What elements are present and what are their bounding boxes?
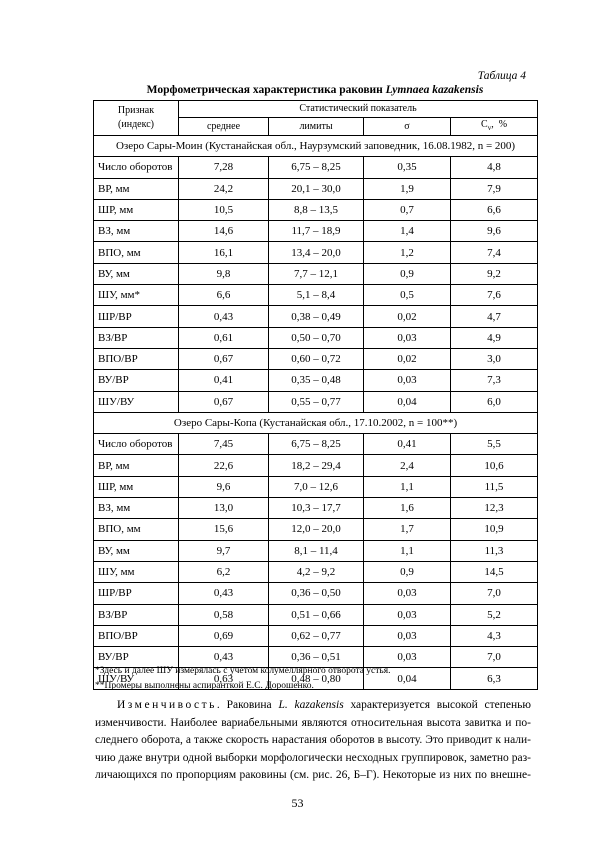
cv-cell: 11,5 [451,476,538,497]
limits-cell: 12,0 – 20,0 [269,519,364,540]
limits-cell: 8,8 – 13,5 [269,199,364,220]
mean-cell: 22,6 [179,455,269,476]
paragraph-line-1 [95,697,531,715]
feature-cell: ВУ/ВР [94,370,179,391]
table-row [94,391,538,412]
feature-cell: ШР, мм [94,476,179,497]
table-row [94,434,538,455]
limits-cell: 18,2 – 29,4 [269,455,364,476]
sigma-cell: 2,4 [364,455,451,476]
limits-cell: 0,55 – 0,77 [269,391,364,412]
table-row [94,327,538,348]
mean-cell: 14,6 [179,221,269,242]
limits-cell: 8,1 – 11,4 [269,540,364,561]
table-row [94,306,538,327]
mean-cell: 13,0 [179,498,269,519]
feature-cell: ВР, мм [94,455,179,476]
mean-cell: 7,28 [179,157,269,178]
cv-cell: 7,9 [451,178,538,199]
header-mean: среднее [179,118,269,136]
table-title-text: Морфометрическая характеристика раковин [146,84,386,96]
header-feature-line2: (индекс) [118,119,154,130]
table-row [94,498,538,519]
feature-cell: ВПО, мм [94,519,179,540]
mean-cell: 0,69 [179,625,269,646]
mean-cell: 9,8 [179,263,269,284]
mean-cell: 0,63 [179,668,269,689]
mean-cell: 0,58 [179,604,269,625]
mean-cell: 0,41 [179,370,269,391]
paragraph-species: L. kazakensis [278,699,344,711]
feature-cell: ВЗ/ВР [94,604,179,625]
table-row [94,519,538,540]
feature-cell: ВЗ, мм [94,498,179,519]
header-cv [451,118,538,136]
limits-cell: 0,35 – 0,48 [269,370,364,391]
cv-cell: 7,4 [451,242,538,263]
limits-cell: 7,7 – 12,1 [269,263,364,284]
limits-cell: 4,2 – 9,2 [269,561,364,582]
mean-cell: 0,43 [179,647,269,668]
table-row [94,348,538,369]
cv-cell: 10,9 [451,519,538,540]
cv-cell: 10,6 [451,455,538,476]
cv-cell: 7,0 [451,583,538,604]
mean-cell: 0,67 [179,348,269,369]
cv-cell: 9,6 [451,221,538,242]
table-row [94,370,538,391]
sigma-cell: 1,1 [364,540,451,561]
header-cv-symbol: C [481,119,488,130]
sigma-cell: 0,04 [364,391,451,412]
limits-cell: 7,0 – 12,6 [269,476,364,497]
mean-cell: 16,1 [179,242,269,263]
feature-cell: ШР/ВР [94,306,179,327]
table-row [94,199,538,220]
header-stat-group: Статистический показатель [179,101,538,118]
sigma-cell: 0,03 [364,625,451,646]
section-row [94,412,538,433]
sigma-cell: 0,35 [364,157,451,178]
paragraph-line-1-a: . Раковина [216,699,279,711]
mean-cell: 24,2 [179,178,269,199]
sigma-cell: 0,02 [364,306,451,327]
table-row [94,625,538,646]
mean-cell: 0,67 [179,391,269,412]
limits-cell: 0,51 – 0,66 [269,604,364,625]
feature-cell: ВПО/ВР [94,625,179,646]
feature-cell: ВУ/ВР [94,647,179,668]
mean-cell: 10,5 [179,199,269,220]
feature-cell: ВУ, мм [94,263,179,284]
mean-cell: 0,43 [179,306,269,327]
sigma-cell: 1,1 [364,476,451,497]
feature-cell: ВЗ/ВР [94,327,179,348]
cv-cell: 11,3 [451,540,538,561]
table-row [94,604,538,625]
table-title [95,84,535,96]
feature-cell: ШР, мм [94,199,179,220]
header-feature-line1: Признак [117,105,155,116]
section-title: Озеро Сары-Копа (Кустанайская обл., 17.10.2002, n = 100**) [94,412,538,433]
table-row [94,540,538,561]
cv-cell: 4,9 [451,327,538,348]
mean-cell: 0,61 [179,327,269,348]
sigma-cell: 0,03 [364,647,451,668]
feature-cell: ШУ, мм [94,561,179,582]
sigma-cell: 0,9 [364,561,451,582]
header-cv-unit: , % [491,119,508,130]
sigma-cell: 0,03 [364,370,451,391]
cv-cell: 7,3 [451,370,538,391]
mean-cell: 6,6 [179,285,269,306]
sigma-cell: 0,5 [364,285,451,306]
cv-cell: 12,3 [451,498,538,519]
table-row [94,561,538,582]
cv-cell: 6,3 [451,668,538,689]
feature-cell: ШУ/ВУ [94,391,179,412]
cv-cell: 3,0 [451,348,538,369]
table-row [94,242,538,263]
sigma-cell: 0,04 [364,668,451,689]
table-title-species: Lymnaea kazakensis [385,84,484,96]
feature-cell: ВПО, мм [94,242,179,263]
limits-cell: 0,50 – 0,70 [269,327,364,348]
feature-cell: ШУ/ВУ [94,668,179,689]
mean-cell: 7,45 [179,434,269,455]
table-row [94,285,538,306]
limits-cell: 10,3 – 17,7 [269,498,364,519]
body-paragraph [95,697,531,785]
feature-cell: ВПО/ВР [94,348,179,369]
page-number: 53 [291,796,304,810]
feature-cell: ШР/ВР [94,583,179,604]
table-row [94,221,538,242]
limits-cell: 20,1 – 30,0 [269,178,364,199]
limits-cell: 13,4 – 20,0 [269,242,364,263]
cv-cell: 4,8 [451,157,538,178]
limits-cell: 5,1 – 8,4 [269,285,364,306]
header-feature [94,101,179,136]
cv-cell: 4,7 [451,306,538,327]
table-row [94,647,538,668]
limits-cell: 6,75 – 8,25 [269,434,364,455]
mean-cell: 9,7 [179,540,269,561]
sigma-cell: 1,4 [364,221,451,242]
cv-cell: 6,6 [451,199,538,220]
paragraph-line-5: личающихся по пропорциям раковины (см. рис. 26, Б–Г). Некоторые из них по внешне- [95,769,531,781]
feature-cell: ВР, мм [94,178,179,199]
header-limits: лимиты [269,118,364,136]
sigma-cell: 0,9 [364,263,451,284]
morphometric-table [93,100,538,690]
cv-cell: 7,0 [451,647,538,668]
limits-cell: 6,75 – 8,25 [269,157,364,178]
section-row [94,136,538,157]
sigma-cell: 0,02 [364,348,451,369]
header-sigma: σ [364,118,451,136]
paragraph-line-4: чию даже внутри одной выборки морфологически несходных группировок, заметно раз- [95,751,531,764]
mean-cell: 0,43 [179,583,269,604]
sigma-cell: 0,03 [364,327,451,348]
limits-cell: 0,60 – 0,72 [269,348,364,369]
footnote-1: *Здесь и далее ШУ измерялась с учетом колумеллярного отворота устья. [95,666,391,676]
table-row [94,157,538,178]
limits-cell: 0,48 – 0,80 [269,668,364,689]
paragraph-line-3: следнего оборота, а также скорость нарастания оборотов в высоту. Это приводит к нали- [95,734,531,746]
paragraph-line-1-b: характеризуется высокой степенью [343,699,531,711]
mean-cell: 9,6 [179,476,269,497]
limits-cell: 0,36 – 0,51 [269,647,364,668]
sigma-cell: 1,9 [364,178,451,199]
sigma-cell: 0,7 [364,199,451,220]
footnote-2: **Промеры выполнены аспиранткой Е.С. Дорошенко. [95,681,314,691]
limits-cell: 0,62 – 0,77 [269,625,364,646]
table-row [94,455,538,476]
paragraph-line-2: изменчивости. Наиболее вариабельными являются относительная высота завитка и по- [95,716,531,729]
table-row [94,583,538,604]
sigma-cell: 0,03 [364,604,451,625]
cv-cell: 4,3 [451,625,538,646]
limits-cell: 11,7 – 18,9 [269,221,364,242]
cv-cell: 5,5 [451,434,538,455]
limits-cell: 0,36 – 0,50 [269,583,364,604]
feature-cell: Число оборотов [94,434,179,455]
table-number: Таблица 4 [477,70,526,82]
limits-cell: 0,38 – 0,49 [269,306,364,327]
sigma-cell: 1,6 [364,498,451,519]
feature-cell: Число оборотов [94,157,179,178]
header-cv-sub: v [487,124,492,132]
table-row [94,178,538,199]
cv-cell: 6,0 [451,391,538,412]
feature-cell: ВЗ, мм [94,221,179,242]
cv-cell: 5,2 [451,604,538,625]
mean-cell: 15,6 [179,519,269,540]
paragraph-lead: Изменчивость [117,699,217,711]
sigma-cell: 0,41 [364,434,451,455]
table-row [94,476,538,497]
mean-cell: 6,2 [179,561,269,582]
feature-cell: ВУ, мм [94,540,179,561]
sigma-cell: 0,03 [364,583,451,604]
feature-cell: ШУ, мм* [94,285,179,306]
sigma-cell: 1,2 [364,242,451,263]
cv-cell: 14,5 [451,561,538,582]
sigma-cell: 1,7 [364,519,451,540]
table-row [94,263,538,284]
section-title: Озеро Сары-Моин (Кустанайская обл., Наурзумский заповедник, 16.08.1982, n = 200) [94,136,538,157]
cv-cell: 9,2 [451,263,538,284]
cv-cell: 7,6 [451,285,538,306]
